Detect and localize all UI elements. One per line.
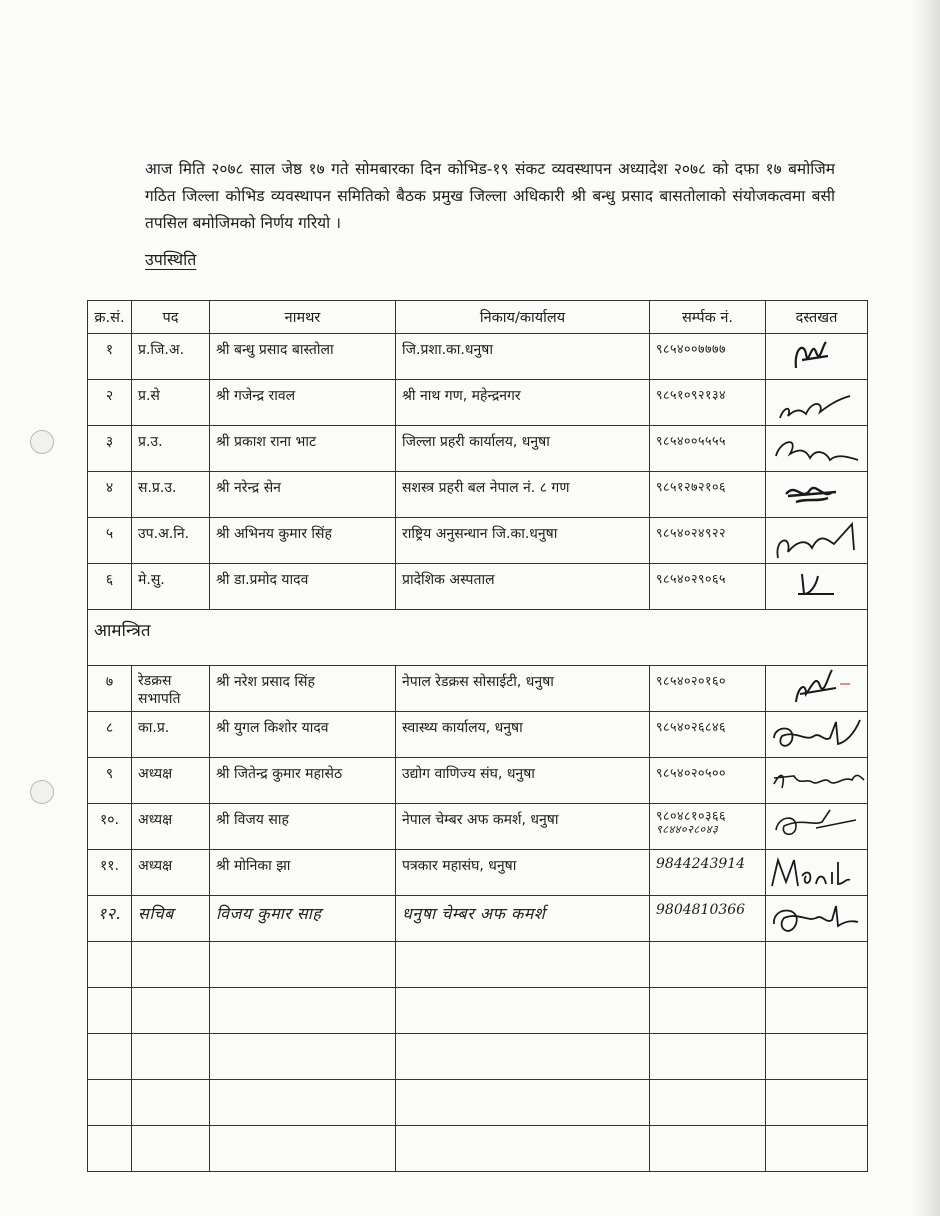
cell-sn: ६	[88, 564, 132, 610]
table-row	[88, 666, 868, 712]
cell-sn: ३	[88, 426, 132, 472]
cell-name: श्री गजेन्द्र रावल	[210, 380, 396, 426]
cell-signature	[766, 334, 868, 380]
cell-sn: ११.	[88, 850, 132, 896]
header-office: निकाय/कार्यालय	[396, 301, 650, 334]
table-row	[88, 380, 868, 426]
header-sn: क्र.सं.	[88, 301, 132, 334]
header-contact: सर्म्पक नं.	[650, 301, 766, 334]
signature-image	[766, 666, 868, 712]
cell-post: अध्यक्ष	[132, 850, 210, 896]
signature-image	[766, 850, 868, 896]
cell-signature	[766, 472, 868, 518]
cell-sn: १०.	[88, 804, 132, 850]
table-row-empty	[88, 1126, 868, 1172]
signature-image	[766, 564, 868, 610]
cell-signature	[766, 666, 868, 712]
cell-sn: ८	[88, 712, 132, 758]
signature-image	[766, 758, 868, 804]
cell-sn: ७	[88, 666, 132, 712]
cell-name: श्री जितेन्द्र कुमार महासेठ	[210, 758, 396, 804]
cell-office: धनुषा चेम्बर अफ कमर्श	[396, 896, 650, 942]
signature-image	[766, 896, 868, 942]
signature-image	[766, 712, 868, 758]
cell-office: राष्ट्रिय अनुसन्धान जि.का.धनुषा	[396, 518, 650, 564]
signature-image	[766, 380, 868, 426]
cell-name: श्री बन्धु प्रसाद बास्तोला	[210, 334, 396, 380]
cell-contact: ९८५४०२४९२२	[650, 518, 766, 564]
header-name: नामथर	[210, 301, 396, 334]
cell-post: का.प्र.	[132, 712, 210, 758]
cell-name: श्री डा.प्रमोद यादव	[210, 564, 396, 610]
cell-contact: 9844243914	[650, 850, 766, 896]
cell-post: सचिब	[132, 896, 210, 942]
cell-signature	[766, 380, 868, 426]
table-row	[88, 426, 868, 472]
attendance-heading: उपस्थिति	[145, 250, 197, 269]
cell-office: उद्योग वाणिज्य संघ, धनुषा	[396, 758, 650, 804]
cell-contact: ९८५१०९२१३४	[650, 380, 766, 426]
cell-signature	[766, 712, 868, 758]
cell-office: श्री नाथ गण, महेन्द्रनगर	[396, 380, 650, 426]
intro-paragraph: आज मिति २०७८ साल जेष्ठ १७ गते सोमबारका दिन कोभिड-१९ संकट व्यवस्थापन अध्यादेश २०७८ को दफा १७ बमोजिम गठित जिल्ला कोभिड व्यवस्थापन समितिको बैठक प्रमुख जिल्ला अधिकारी श्री बन्धु प्रसाद बासतोलाको संयोजकत्वमा बसी तपसिल बमोजिमको निर्णय गरियो ।	[145, 159, 835, 232]
signature-image	[766, 334, 868, 380]
cell-contact: ९८५४०२६८४६	[650, 712, 766, 758]
table-row	[88, 850, 868, 896]
table-row	[88, 712, 868, 758]
header-post: पद	[132, 301, 210, 334]
cell-office: जि.प्रशा.का.धनुषा	[396, 334, 650, 380]
cell-signature	[766, 518, 868, 564]
table-header-row	[88, 301, 868, 334]
cell-contact: ९८५४००७७७७	[650, 334, 766, 380]
table-row	[88, 334, 868, 380]
cell-signature	[766, 426, 868, 472]
cell-sn: ९	[88, 758, 132, 804]
cell-contact: 9804810366	[650, 896, 766, 942]
cell-signature	[766, 896, 868, 942]
cell-sn: २	[88, 380, 132, 426]
cell-sn: १	[88, 334, 132, 380]
punch-hole	[30, 780, 54, 804]
cell-name: श्री युगल किशोर यादव	[210, 712, 396, 758]
cell-name: विजय कुमार साह	[210, 896, 396, 942]
cell-office: सशस्त्र प्रहरी बल नेपाल नं. ८ गण	[396, 472, 650, 518]
cell-post: उप.अ.नि.	[132, 518, 210, 564]
cell-office: प्रादेशिक अस्पताल	[396, 564, 650, 610]
cell-contact	[650, 804, 766, 850]
cell-post: प्र.से	[132, 380, 210, 426]
cell-office: पत्रकार महासंघ, धनुषा	[396, 850, 650, 896]
table-row	[88, 804, 868, 850]
cell-sn: १२.	[88, 896, 132, 942]
cell-contact: ९८५४००५५५५	[650, 426, 766, 472]
cell-name: श्री नरेन्द्र सेन	[210, 472, 396, 518]
cell-contact: ९८५४०२९०६५	[650, 564, 766, 610]
cell-sn: ४	[88, 472, 132, 518]
invited-heading-row	[88, 610, 868, 666]
cell-post: अध्यक्ष	[132, 758, 210, 804]
signature-image	[766, 518, 868, 564]
table-row-empty	[88, 1034, 868, 1080]
table-row-empty	[88, 988, 868, 1034]
cell-office: नेपाल चेम्बर अफ कमर्श, धनुषा	[396, 804, 650, 850]
cell-signature	[766, 564, 868, 610]
punch-hole	[30, 430, 54, 454]
cell-post: अध्यक्ष	[132, 804, 210, 850]
attendance-table	[87, 300, 868, 1172]
table-row	[88, 564, 868, 610]
cell-contact: ९८५४०२०५००	[650, 758, 766, 804]
cell-post: प्र.जि.अ.	[132, 334, 210, 380]
table-row	[88, 896, 868, 942]
cell-contact: ९८५४०२०१६०	[650, 666, 766, 712]
signature-image	[766, 804, 868, 850]
table-row	[88, 758, 868, 804]
cell-office: स्वास्थ्य कार्यालय, धनुषा	[396, 712, 650, 758]
cell-name: श्री प्रकाश राना भाट	[210, 426, 396, 472]
table-row	[88, 518, 868, 564]
cell-post: प्र.उ.	[132, 426, 210, 472]
cell-signature	[766, 804, 868, 850]
contact-primary: ९८०४८१०३६६	[656, 808, 727, 823]
signature-image	[766, 426, 868, 472]
cell-name: श्री नरेश प्रसाद सिंह	[210, 666, 396, 712]
cell-office: जिल्ला प्रहरी कार्यालय, धनुषा	[396, 426, 650, 472]
invited-heading: आमन्त्रित	[88, 610, 868, 666]
contact-secondary: ९८४४०२८०४३	[656, 823, 719, 836]
table-row-empty	[88, 1080, 868, 1126]
cell-office: नेपाल रेडक्रस सोसाईटी, धनुषा	[396, 666, 650, 712]
cell-name: श्री मोनिका झा	[210, 850, 396, 896]
cell-contact: ९८५१२७२१०६	[650, 472, 766, 518]
cell-post: रेडक्रस सभापति	[132, 666, 210, 712]
page-edge-shadow	[910, 0, 940, 1216]
cell-post: मे.सु.	[132, 564, 210, 610]
cell-name: श्री विजय साह	[210, 804, 396, 850]
cell-post: स.प्र.उ.	[132, 472, 210, 518]
table-row	[88, 472, 868, 518]
table-row-empty	[88, 942, 868, 988]
cell-sn: ५	[88, 518, 132, 564]
cell-signature	[766, 850, 868, 896]
cell-signature	[766, 758, 868, 804]
cell-name: श्री अभिनय कुमार सिंह	[210, 518, 396, 564]
signature-image	[766, 472, 868, 518]
header-signature: दस्तखत	[766, 301, 868, 334]
